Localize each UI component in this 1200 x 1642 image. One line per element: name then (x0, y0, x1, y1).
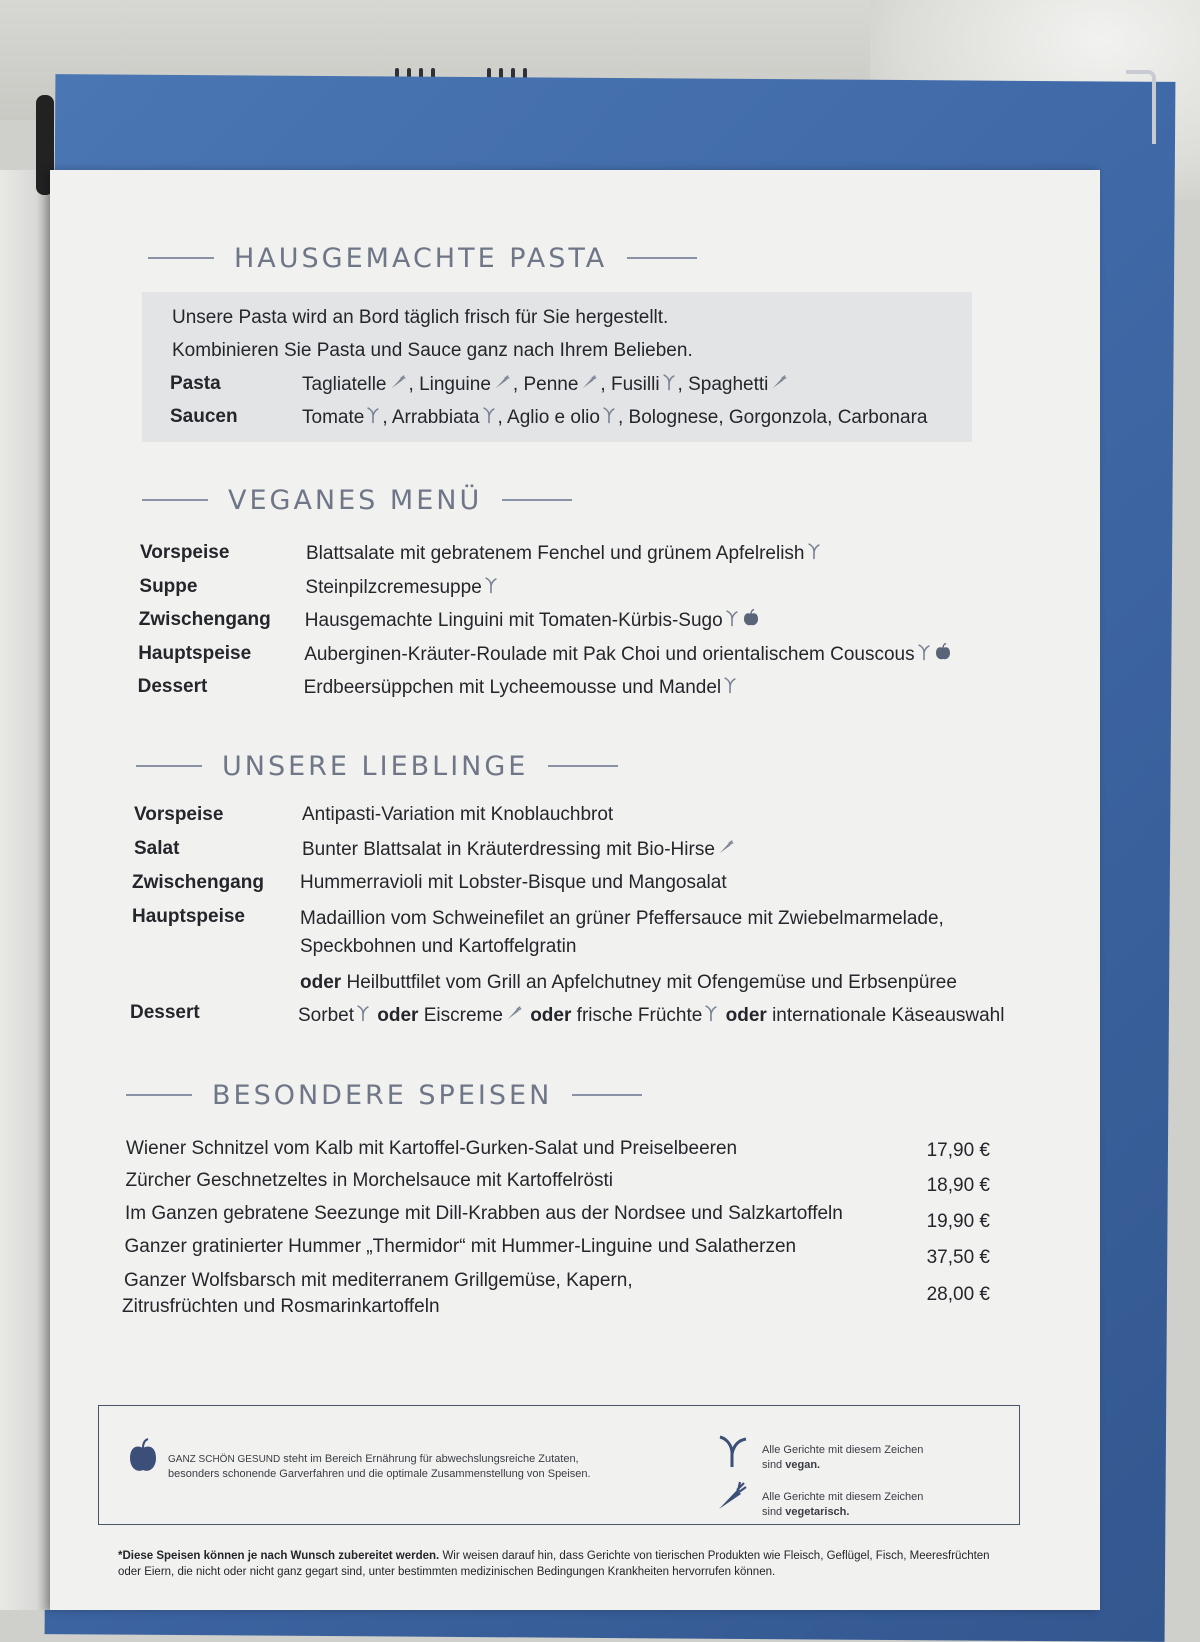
pasta-item: Spaghetti (688, 374, 769, 396)
pasta-intro-2: Kombinieren Sie Pasta und Sauce ganz nach Ihrem Belieben. (172, 340, 693, 361)
pasta-separator: , (408, 374, 420, 396)
fav-main-text-1: Madaillion vom Schweinefilet an grüner Pfeffersauce mit Zwiebelmarmelade, (300, 908, 944, 929)
vegetarian-carrot-icon (505, 1004, 523, 1028)
cover-clip (1126, 70, 1156, 144)
dessert-cheese: internationale Käseauswahl (772, 1005, 1005, 1027)
vegan-sprout-icon (704, 1004, 718, 1028)
vegan-sprout-icon (482, 406, 496, 430)
fav-salad-line (302, 838, 737, 862)
healthy-legend-text (168, 1452, 728, 1482)
vegan-sprout-icon (356, 1004, 370, 1028)
vegan-course-line (305, 609, 761, 633)
vegan-sprout-icon (484, 576, 498, 600)
veg-legend-sind: sind (762, 1506, 786, 1518)
dish-price: 28,00 € (926, 1284, 990, 1305)
oder-word: oder (377, 1005, 419, 1027)
pasta-item: Fusilli (610, 374, 660, 396)
fav-main-text-2: Speckbohnen und Kartoffelgratin (300, 936, 577, 957)
special-heading: BESONDERE SPEISEN (212, 1079, 553, 1111)
fav-dessert-line (298, 1004, 1004, 1028)
dessert-ice: Eiscreme (423, 1005, 503, 1027)
favorites-heading: UNSERE LIEBLINGE (222, 750, 529, 782)
dish-price: 19,90 € (926, 1211, 990, 1232)
pasta-heading: HAUSGEMACHTE PASTA (234, 242, 608, 274)
fav-main-alt (300, 972, 957, 994)
pasta-separator: , (600, 374, 611, 396)
vegan-sprout-icon (602, 406, 616, 430)
vegan-course-label: Dessert (137, 676, 208, 697)
sauce-separator: , (718, 407, 729, 429)
sauce-list (302, 406, 927, 430)
vegan-course-label: Suppe (139, 575, 198, 597)
vegan-course-line (306, 542, 823, 566)
vegan-sprout-icon (662, 373, 676, 397)
vegan-course-text: Auberginen-Kräuter-Roulade mit Pak Choi und orientalischem Couscous (304, 643, 915, 665)
healthy-apple-icon (128, 1438, 158, 1479)
vegetarian-carrot-icon (717, 838, 735, 862)
vegan-course-text: Erdbeersüppchen mit Lycheemousse und Mandel (303, 677, 722, 699)
sauce-item: Carbonara (837, 407, 928, 429)
pasta-item: Linguine (419, 374, 491, 396)
vegan-course-line (304, 643, 952, 667)
vegan-sprout-icon (366, 406, 380, 430)
vegan-course-text: Blattsalate mit gebratenem Fenchel und grünem Apfelrelish (306, 543, 805, 565)
vegetarian-carrot-icon (493, 373, 511, 397)
pasta-intro-1: Unsere Pasta wird an Bord täglich frisch für Sie hergestellt. (172, 307, 669, 328)
vegan-course-label: Hauptspeise (138, 642, 252, 664)
fav-starter-label: Vorspeise (134, 804, 224, 825)
veg-legend-line1: Alle Gerichte mit diesem Zeichen (762, 1491, 924, 1503)
section-vegan-title (142, 480, 572, 520)
dish-price: 18,90 € (926, 1175, 990, 1196)
vegetarian-carrot-icon (389, 373, 407, 397)
footnote-text-1: Wir weisen darauf hin, dass Gerichte von tierischen Produkten wie Fleisch, Geflügel, Fisch, Meeresfrüchten (439, 1550, 990, 1562)
sauce-item: Aglio e olio (507, 407, 600, 429)
sauce-item: Gorgonzola (728, 407, 828, 429)
oder-word: oder (530, 1005, 572, 1027)
pasta-label: Pasta (170, 373, 221, 394)
sauce-label: Saucen (170, 406, 238, 427)
dish-price: 17,90 € (926, 1140, 990, 1161)
healthy-text-2: besonders schonende Garverfahren und die optimale Zusammenstellung von Speisen. (168, 1468, 591, 1480)
vegan-course-line (304, 676, 740, 700)
dish-name: Ganzer gratinierter Hummer „Thermidor“ mit Hummer-Linguine und Salatherzen (124, 1236, 797, 1257)
oder-word: oder (300, 972, 342, 993)
sauce-item: Bolognese (628, 407, 719, 429)
section-pasta-title (148, 238, 697, 278)
vegetarian-legend-text (762, 1490, 923, 1520)
pasta-list (302, 373, 790, 397)
dish-name: Zürcher Geschnetzeltes in Morchelsauce mit Kartoffelrösti (125, 1170, 614, 1191)
vegan-sprout-icon (917, 643, 931, 667)
dish-name: Wiener Schnitzel vom Kalb mit Kartoffel-Gurken-Salat und Preiselbeeren (126, 1138, 738, 1159)
vegan-sprout-icon (807, 542, 821, 566)
fav-main-alt-text: Heilbuttfilet vom Grill an Apfelchutney mit Ofengemüse und Erbsenpüree (341, 972, 957, 993)
dessert-fruit: frische Früchte (576, 1005, 703, 1027)
fav-starter-text: Antipasti-Variation mit Knoblauchbrot (302, 804, 614, 825)
fav-inter-text: Hummerravioli mit Lobster-Bisque und Mangosalat (300, 872, 727, 893)
dish-name: Im Ganzen gebratene Seezunge mit Dill-Krabben aus der Nordsee und Salzkartoffeln (125, 1203, 843, 1224)
sauce-item: Arrabbiata (391, 407, 480, 429)
oder-word: oder (725, 1005, 767, 1027)
pasta-item: Penne (523, 374, 579, 396)
footnote-line-2: oder Eiern, die nicht oder nicht ganz gegart sind, unter bestimmten medizinischen Bedingungen Krankheiten hervorrufen können. (118, 1566, 776, 1578)
pasta-separator: , (677, 374, 689, 396)
vegan-course-text: Steinpilzcremesuppe (305, 576, 482, 598)
healthy-text-1: steht im Bereich Ernährung für abwechslungsreiche Zutaten, (280, 1453, 579, 1465)
vegan-legend-sind: sind (762, 1459, 786, 1471)
section-favorites-title (136, 746, 618, 786)
healthy-apple-icon (935, 643, 951, 667)
vegan-legend-line1: Alle Gerichte mit diesem Zeichen (762, 1444, 924, 1456)
vegan-course-line (305, 576, 499, 600)
menu-page (50, 170, 1100, 1610)
sauce-separator: , (497, 407, 508, 429)
vegan-sprout-icon (725, 609, 739, 633)
sauce-item: Tomate (302, 407, 365, 429)
vegan-course-label: Vorspeise (140, 542, 230, 563)
vegetarian-carrot-icon (770, 373, 788, 397)
healthy-brand: GANZ SCHÖN GESUND (168, 1454, 281, 1465)
fav-dessert-label: Dessert (130, 1002, 200, 1023)
section-special-title (126, 1075, 642, 1115)
vegetarian-carrot-icon (716, 1480, 748, 1517)
sauce-separator: , (382, 407, 392, 429)
dessert-sorbet: Sorbet (298, 1005, 354, 1027)
fav-main-label: Hauptspeise (132, 906, 245, 927)
vegan-course-label: Zwischengang (138, 609, 271, 630)
vegan-heading: VEGANES MENÜ (228, 484, 483, 516)
sauce-separator: , (827, 407, 838, 429)
healthy-apple-icon (743, 609, 759, 633)
dish-price: 37,50 € (926, 1247, 990, 1268)
sauce-separator: , (617, 407, 629, 429)
fav-salad-label: Salat (134, 838, 180, 859)
left-page-edge (0, 170, 52, 1610)
fav-inter-label: Zwischengang (132, 872, 264, 893)
vegan-course-text: Hausgemachte Linguini mit Tomaten-Kürbis-Sugo (304, 610, 723, 632)
vegan-legend-word: vegan. (785, 1459, 821, 1471)
vegan-sprout-icon (723, 676, 737, 700)
vegan-sprout-icon (718, 1434, 748, 1473)
dish-name-cont: Zitrusfrüchten und Rosmarinkartoffeln (122, 1296, 440, 1317)
pasta-item: Tagliatelle (302, 374, 387, 396)
pasta-separator: , (512, 374, 524, 396)
vegetarian-carrot-icon (580, 373, 598, 397)
footnote-line-1 (118, 1550, 990, 1562)
veg-legend-word: vegetarisch. (785, 1506, 850, 1518)
footnote-bold: *Diese Speisen können je nach Wunsch zubereitet werden. (118, 1550, 440, 1562)
vegan-legend-text (762, 1443, 923, 1473)
dish-name: Ganzer Wolfsbarsch mit mediterranem Grillgemüse, Kapern, (124, 1270, 633, 1291)
fav-salad-text: Bunter Blattsalat in Kräuterdressing mit Bio-Hirse (302, 839, 715, 861)
